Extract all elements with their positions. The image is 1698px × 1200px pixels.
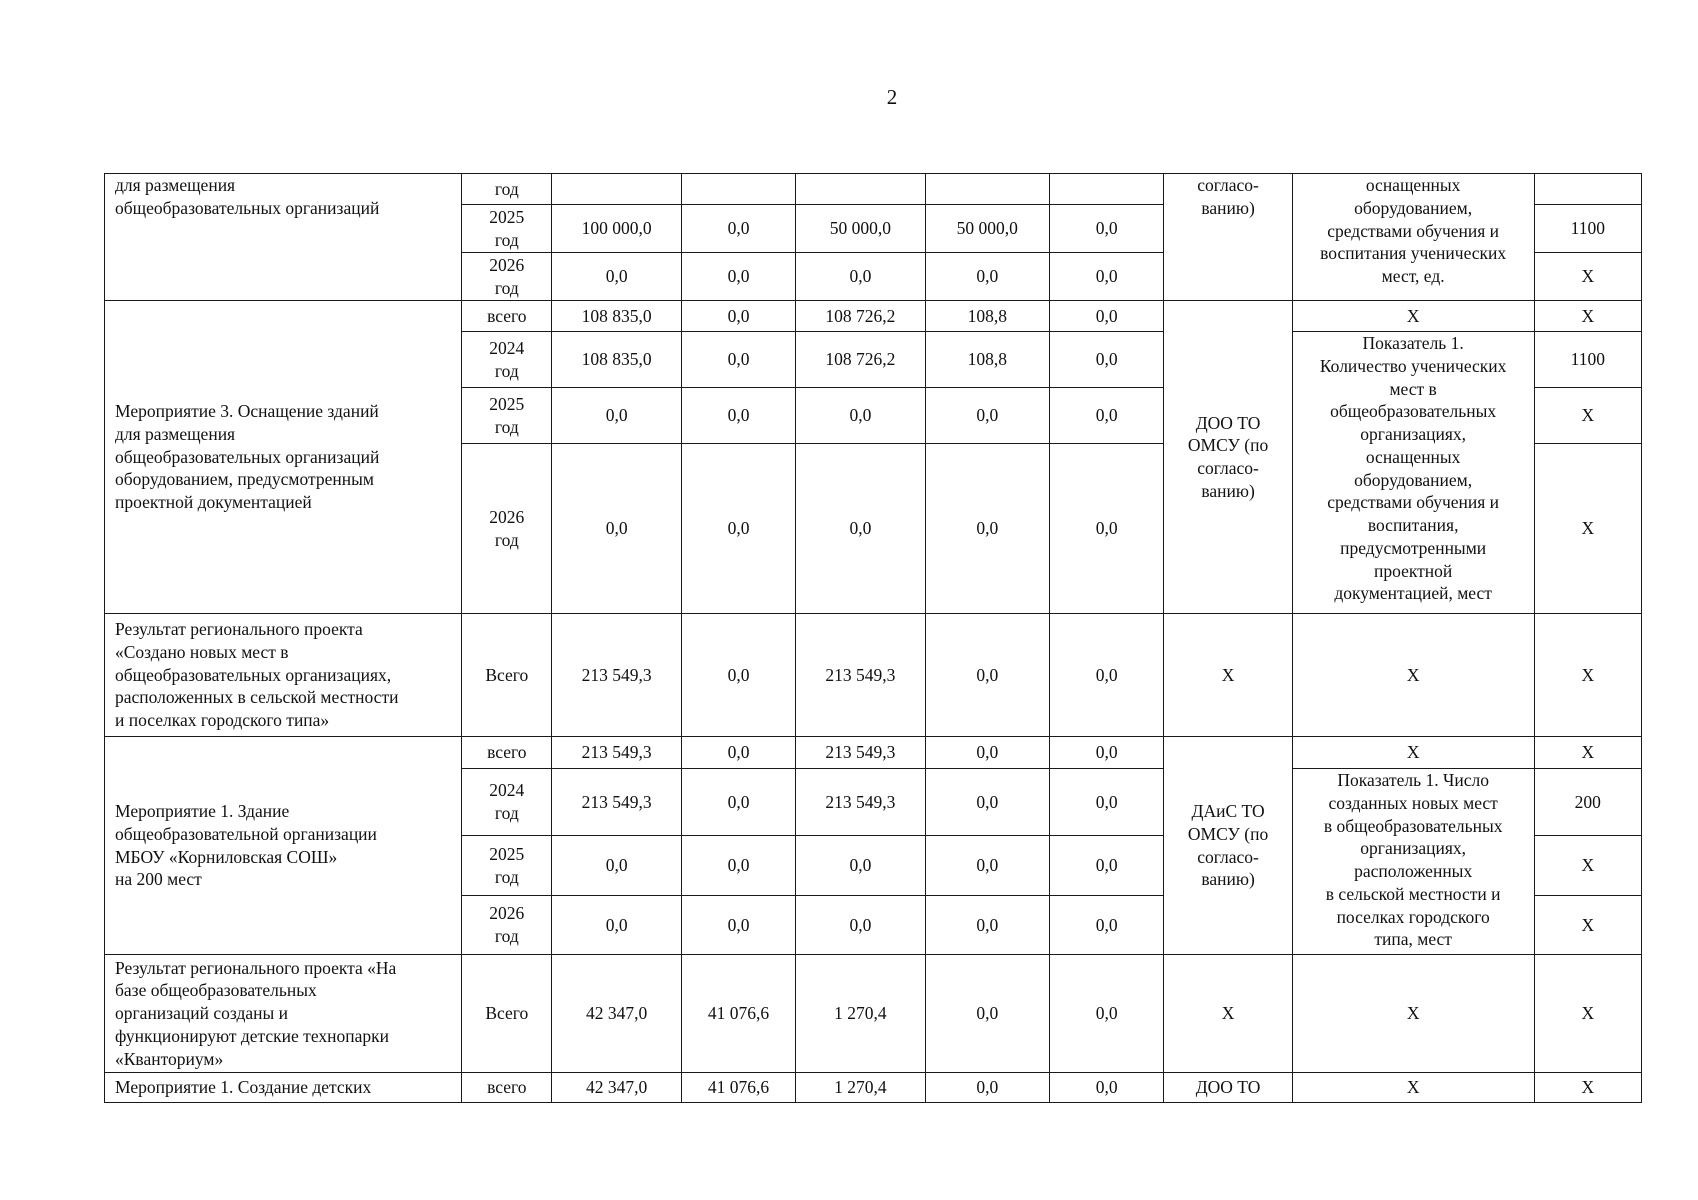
federal-cell	[681, 174, 795, 205]
municipal-cell: 0,0	[925, 896, 1049, 955]
year-cell: 2024 год	[462, 769, 552, 836]
table-row	[105, 614, 1642, 737]
indicator-total-cell: Х	[1292, 737, 1534, 769]
federal-cell: 41 076,6	[681, 955, 795, 1073]
result-name-cell: Результат регионального проекта «Создано новых мест в общеобразовательных организациях, расположенных в сельской местности и поселках городского типа»	[105, 614, 462, 737]
budget-table	[104, 173, 1642, 1103]
value-cell: Х	[1534, 955, 1641, 1073]
total-cell: 100 000,0	[552, 205, 681, 253]
other-cell: 0,0	[1050, 896, 1164, 955]
total-cell	[552, 174, 681, 205]
total-cell: 42 347,0	[552, 955, 681, 1073]
year-cell: Всего	[462, 955, 552, 1073]
event-name-cell: для размещения общеобразовательных организаций	[105, 174, 462, 301]
municipal-cell: 0,0	[925, 614, 1049, 737]
page-number: 2	[886, 85, 898, 109]
year-cell: 2025 год	[462, 836, 552, 896]
event-name-cell: Мероприятие 3. Оснащение зданий для размещения общеобразовательных организаций оборудованием, предусмотренным проектной документацией	[105, 301, 462, 614]
responsible-cell: ДАиС ТО ОМСУ (по согласо- ванию)	[1164, 737, 1292, 955]
responsible-cell: ДОО ТО ОМСУ (по согласо- ванию)	[1164, 301, 1292, 614]
municipal-cell: 0,0	[925, 836, 1049, 896]
other-cell: 0,0	[1050, 388, 1164, 444]
regional-cell: 213 549,3	[796, 769, 925, 836]
value-cell: Х	[1534, 444, 1641, 614]
value-cell: Х	[1534, 301, 1641, 332]
year-cell: год	[462, 174, 552, 205]
regional-cell: 1 270,4	[796, 955, 925, 1073]
other-cell: 0,0	[1050, 301, 1164, 332]
table-row	[105, 1073, 1642, 1103]
municipal-cell: 0,0	[925, 444, 1049, 614]
value-cell: Х	[1534, 896, 1641, 955]
other-cell: 0,0	[1050, 205, 1164, 253]
year-cell: всего	[462, 737, 552, 769]
responsible-cell: Х	[1164, 955, 1292, 1073]
federal-cell: 0,0	[681, 444, 795, 614]
total-cell: 0,0	[552, 444, 681, 614]
regional-cell: 0,0	[796, 444, 925, 614]
total-cell: 213 549,3	[552, 737, 681, 769]
total-cell: 213 549,3	[552, 614, 681, 737]
total-cell: 0,0	[552, 388, 681, 444]
value-cell: 1100	[1534, 332, 1641, 388]
regional-cell: 1 270,4	[796, 1073, 925, 1103]
year-cell: 2024 год	[462, 332, 552, 388]
total-cell: 0,0	[552, 253, 681, 301]
year-cell: Всего	[462, 614, 552, 737]
regional-cell: 213 549,3	[796, 614, 925, 737]
year-cell: 2026 год	[462, 896, 552, 955]
federal-cell: 0,0	[681, 301, 795, 332]
federal-cell: 0,0	[681, 737, 795, 769]
federal-cell: 0,0	[681, 388, 795, 444]
municipal-cell: 50 000,0	[925, 205, 1049, 253]
federal-cell: 41 076,6	[681, 1073, 795, 1103]
indicator-cell: Х	[1292, 955, 1534, 1073]
total-cell: 42 347,0	[552, 1073, 681, 1103]
other-cell	[1050, 174, 1164, 205]
federal-cell: 0,0	[681, 332, 795, 388]
result-name-cell: Результат регионального проекта «На базе общеобразовательных организаций созданы и функционируют детские технопарки «Кванториум»	[105, 955, 462, 1073]
event-name-cell: Мероприятие 1. Здание общеобразовательной организации МБОУ «Корниловская СОШ» на 200 мест	[105, 737, 462, 955]
regional-cell: 213 549,3	[796, 737, 925, 769]
indicator-cell: Х	[1292, 614, 1534, 737]
total-cell: 0,0	[552, 896, 681, 955]
regional-cell: 108 726,2	[796, 301, 925, 332]
other-cell: 0,0	[1050, 614, 1164, 737]
event-name-cell: Мероприятие 1. Создание детских	[105, 1073, 462, 1103]
indicator-cell: Показатель 1. Число созданных новых мест в общеобразовательных организациях, расположенных в сельской местности и поселках городского типа, мест	[1292, 769, 1534, 955]
other-cell: 0,0	[1050, 955, 1164, 1073]
federal-cell: 0,0	[681, 614, 795, 737]
value-cell: 200	[1534, 769, 1641, 836]
indicator-cell: Показатель 1. Количество ученических мест в общеобразовательных организациях, оснащенных оборудованием, средствами обучения и воспитания, предусмотренными проектной документацией, мест	[1292, 332, 1534, 614]
federal-cell: 0,0	[681, 836, 795, 896]
regional-cell: 0,0	[796, 836, 925, 896]
year-cell: всего	[462, 301, 552, 332]
value-cell: Х	[1534, 388, 1641, 444]
other-cell: 0,0	[1050, 836, 1164, 896]
value-cell: Х	[1534, 737, 1641, 769]
other-cell: 0,0	[1050, 444, 1164, 614]
table-row	[105, 174, 1642, 205]
indicator-total-cell: Х	[1292, 301, 1534, 332]
total-cell: 108 835,0	[552, 301, 681, 332]
federal-cell: 0,0	[681, 896, 795, 955]
value-cell: Х	[1534, 836, 1641, 896]
total-cell: 213 549,3	[552, 769, 681, 836]
municipal-cell: 0,0	[925, 253, 1049, 301]
table-row	[105, 301, 1642, 332]
municipal-cell: 0,0	[925, 737, 1049, 769]
other-cell: 0,0	[1050, 253, 1164, 301]
regional-cell	[796, 174, 925, 205]
total-cell: 108 835,0	[552, 332, 681, 388]
table-row	[105, 955, 1642, 1073]
value-cell: Х	[1534, 1073, 1641, 1103]
regional-cell: 0,0	[796, 896, 925, 955]
year-cell: 2025 год	[462, 205, 552, 253]
federal-cell: 0,0	[681, 205, 795, 253]
value-cell	[1534, 174, 1641, 205]
year-cell: 2026 год	[462, 253, 552, 301]
federal-cell: 0,0	[681, 253, 795, 301]
responsible-cell: ДОО ТО	[1164, 1073, 1292, 1103]
regional-cell: 50 000,0	[796, 205, 925, 253]
municipal-cell: 0,0	[925, 1073, 1049, 1103]
responsible-cell: Х	[1164, 614, 1292, 737]
municipal-cell: 108,8	[925, 332, 1049, 388]
municipal-cell: 0,0	[925, 955, 1049, 1073]
year-cell: 2026 год	[462, 444, 552, 614]
value-cell: Х	[1534, 614, 1641, 737]
other-cell: 0,0	[1050, 769, 1164, 836]
federal-cell: 0,0	[681, 769, 795, 836]
value-cell: Х	[1534, 253, 1641, 301]
regional-cell: 0,0	[796, 388, 925, 444]
municipal-cell: 0,0	[925, 388, 1049, 444]
year-cell: всего	[462, 1073, 552, 1103]
other-cell: 0,0	[1050, 737, 1164, 769]
regional-cell: 108 726,2	[796, 332, 925, 388]
total-cell: 0,0	[552, 836, 681, 896]
indicator-cell: оснащенных оборудованием, средствами обучения и воспитания ученических мест, ед.	[1292, 174, 1534, 301]
other-cell: 0,0	[1050, 1073, 1164, 1103]
other-cell: 0,0	[1050, 332, 1164, 388]
table-row	[105, 737, 1642, 769]
value-cell: 1100	[1534, 205, 1641, 253]
municipal-cell	[925, 174, 1049, 205]
responsible-cell: согласо- ванию)	[1164, 174, 1292, 301]
year-cell: 2025 год	[462, 388, 552, 444]
municipal-cell: 0,0	[925, 769, 1049, 836]
indicator-cell: Х	[1292, 1073, 1534, 1103]
municipal-cell: 108,8	[925, 301, 1049, 332]
regional-cell: 0,0	[796, 253, 925, 301]
